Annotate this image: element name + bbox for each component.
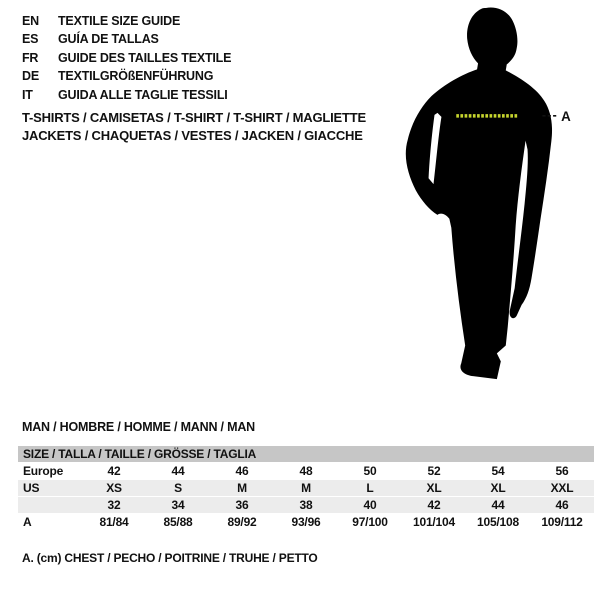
language-code: FR [22, 50, 39, 65]
size-table-header: SIZE / TALLA / TAILLE / GRÖSSE / TAGLIA [18, 446, 594, 462]
table-cell: S [146, 479, 210, 496]
language-title: TEXTILE SIZE GUIDE [58, 14, 181, 28]
language-code: ES [22, 32, 39, 47]
table-cell: XL [402, 479, 466, 496]
size-table-header-row [18, 446, 594, 462]
table-cell: 81/84 [82, 513, 146, 530]
table-cell: M [274, 479, 338, 496]
table-cell: 42 [402, 496, 466, 513]
table-cell: 105/108 [466, 513, 530, 530]
table-cell: 44 [146, 462, 210, 479]
language-code: IT [22, 87, 33, 102]
table-cell: 85/88 [146, 513, 210, 530]
table-cell: 89/92 [210, 513, 274, 530]
footnote-chest: A. (cm) CHEST / PECHO / POITRINE / TRUHE / PETTO [22, 551, 318, 565]
table-cell: 97/100 [338, 513, 402, 530]
language-row [22, 12, 231, 30]
table-cell: 46 [210, 462, 274, 479]
table-cell: 109/112 [530, 513, 594, 530]
language-title: GUÍA DE TALLAS [58, 32, 159, 47]
language-code: DE [22, 69, 39, 84]
row-label: Europe [18, 462, 82, 479]
category-line-tshirts: T-SHIRTS / CAMISETAS / T-SHIRT / T-SHIRT / MAGLIETTE [22, 110, 366, 125]
language-list [22, 12, 231, 104]
table-cell: 56 [530, 462, 594, 479]
table-cell: XL [466, 479, 530, 496]
language-title: GUIDE DES TAILLES TEXTILE [58, 50, 232, 65]
table-cell: 101/104 [402, 513, 466, 530]
man-silhouette-path [406, 8, 552, 380]
language-row [22, 67, 231, 85]
size-table [18, 446, 594, 531]
table-row-a-chest [18, 513, 594, 530]
table-cell: 52 [402, 462, 466, 479]
table-cell: 48 [274, 462, 338, 479]
table-cell: 50 [338, 462, 402, 479]
measurement-a-label: A [561, 108, 571, 124]
table-cell: 32 [82, 496, 146, 513]
row-label: A [18, 513, 82, 530]
language-row [22, 49, 231, 67]
table-cell: 93/96 [274, 513, 338, 530]
table-cell: 44 [466, 496, 530, 513]
table-cell: M [210, 479, 274, 496]
table-cell: 36 [210, 496, 274, 513]
language-row [22, 30, 231, 48]
row-label: US [18, 479, 82, 496]
language-title: TEXTILGRÖßENFÜHRUNG [58, 69, 214, 84]
table-row-us [18, 479, 594, 496]
language-title: GUIDA ALLE TAGLIE TESSILI [58, 87, 228, 102]
table-cell: XS [82, 479, 146, 496]
table-cell: 54 [466, 462, 530, 479]
man-silhouette-figure [390, 4, 576, 394]
table-cell: 40 [338, 496, 402, 513]
table-row-numeric [18, 496, 594, 513]
man-silhouette-svg [390, 4, 576, 394]
section-title-man: MAN / HOMBRE / HOMME / MANN / MAN [22, 420, 255, 434]
row-label [18, 496, 82, 513]
table-cell: L [338, 479, 402, 496]
table-cell: 46 [530, 496, 594, 513]
table-cell: XXL [530, 479, 594, 496]
category-line-jackets: JACKETS / CHAQUETAS / VESTES / JACKEN / GIACCHE [22, 127, 363, 143]
table-row-europe [18, 462, 594, 479]
table-cell: 34 [146, 496, 210, 513]
table-cell: 38 [274, 496, 338, 513]
language-row [22, 86, 231, 104]
table-cell: 42 [82, 462, 146, 479]
language-code: EN [22, 14, 39, 28]
category-lines [22, 109, 366, 144]
